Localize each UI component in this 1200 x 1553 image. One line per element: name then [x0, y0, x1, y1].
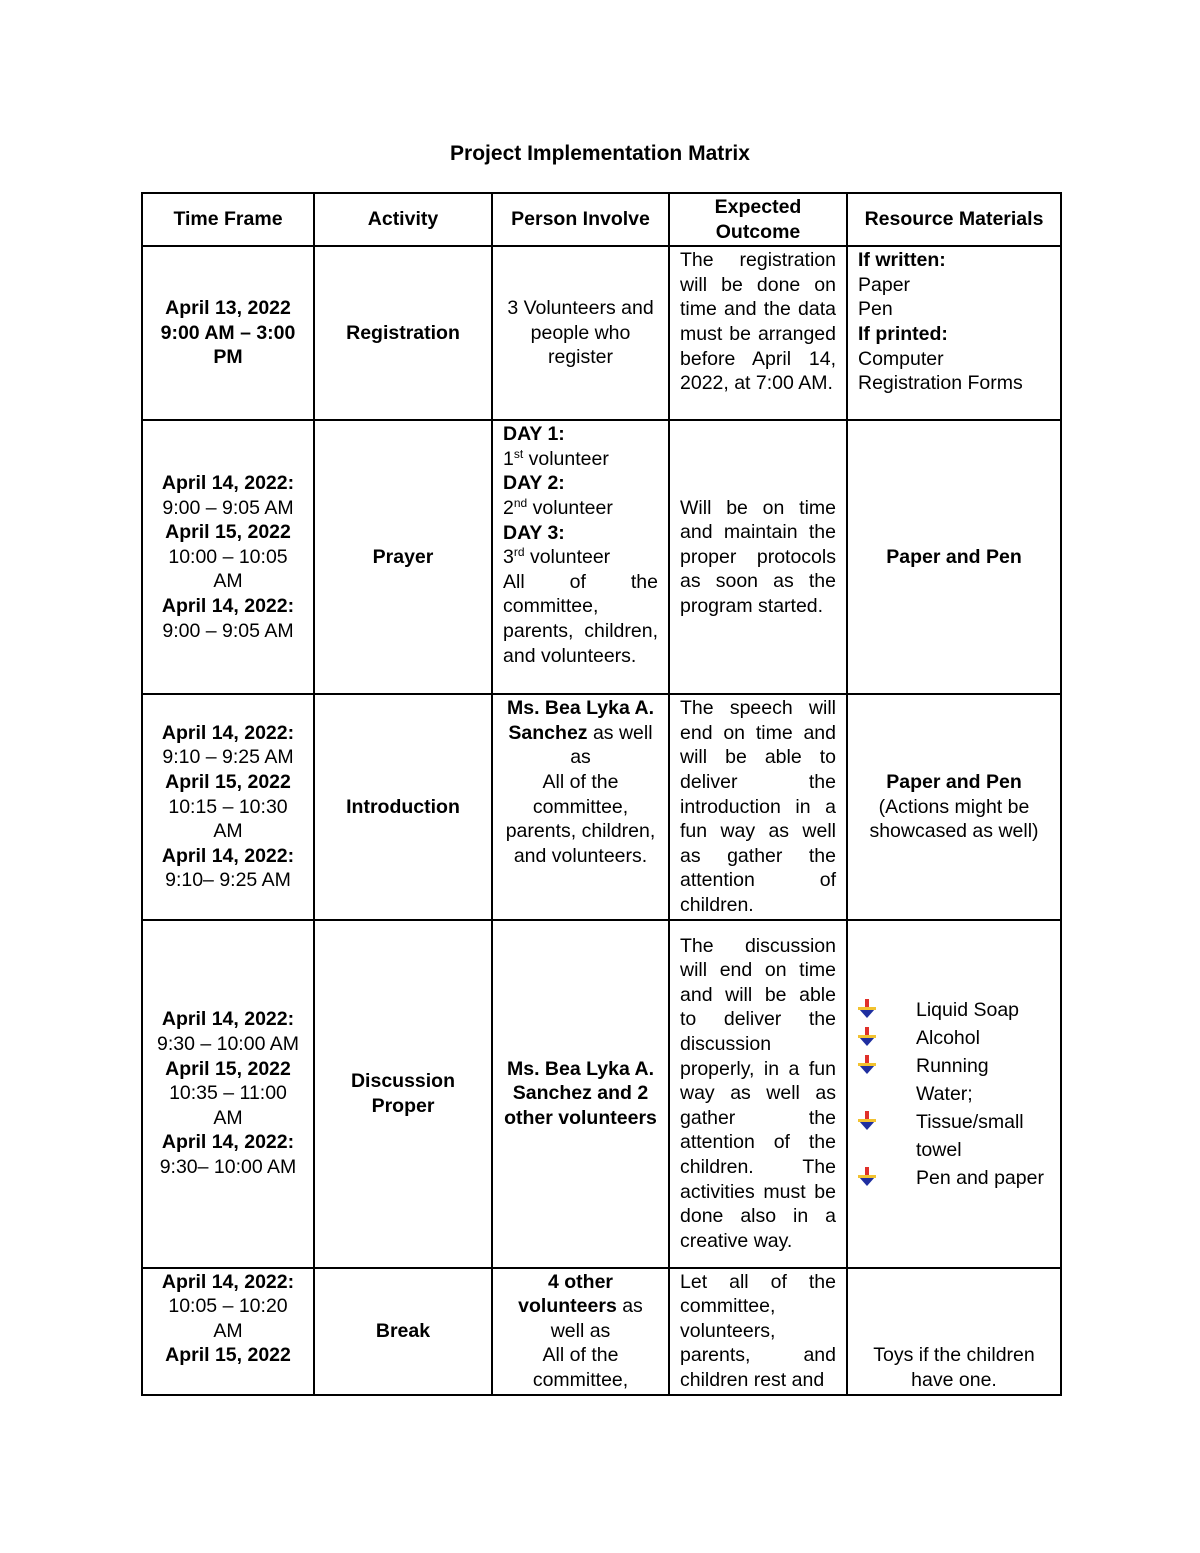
all-participants: All of the committee, — [532, 1344, 629, 1391]
time-line: 9:30 – 10:00 AM — [156, 1033, 300, 1056]
date-line: April 14, 2022: — [161, 1270, 295, 1293]
time-line: 9:10 – 9:25 AM — [162, 746, 294, 769]
cell-person-involve — [492, 1268, 669, 1395]
date-line: April 14, 2022: — [161, 844, 295, 867]
person-line — [503, 1270, 658, 1344]
time-line: 9:10– 9:25 AM — [165, 869, 291, 892]
table-row-introduction — [142, 694, 1061, 919]
cell-time-frame — [142, 694, 314, 919]
cell-time-frame — [142, 1268, 314, 1395]
table-row-registration — [142, 246, 1061, 420]
ordinal-number: 2 — [503, 496, 514, 519]
volunteers-bold: 4 other volunteers — [518, 1270, 617, 1318]
resource-main: Paper and Pen — [886, 770, 1022, 793]
volunteer-text: volunteer — [524, 546, 611, 569]
bullet-arrow-icon — [858, 1167, 876, 1187]
cell-person-involve: Ms. Bea Lyka A. Sanchez and 2 other volunteers — [492, 920, 669, 1268]
time-line: 9:00 – 9:05 AM — [162, 496, 294, 519]
resource-item: Paper — [858, 273, 911, 296]
cell-expected-outcome: The registration will be done on time and the data must be arranged before April 14, 2022, at 7:00 AM. — [669, 246, 847, 420]
all-participants: All of the committee, parents, children, and volunteers. — [503, 570, 658, 667]
resource-item: Running Water; — [916, 1054, 989, 1105]
cell-activity: Discussion Proper — [314, 920, 492, 1268]
cell-resource-materials: Toys if the children have one. — [847, 1268, 1061, 1395]
time-line: 10:05 – 10:20 AM — [168, 1295, 288, 1342]
day-label: DAY 3: — [503, 521, 565, 544]
facilitator-name: Ms. Bea Lyka A. Sanchez — [506, 697, 655, 744]
list-item — [894, 1052, 1050, 1108]
cell-activity: Registration — [314, 246, 492, 420]
header-person-involve: Person Involve — [492, 193, 669, 246]
time-line: 10:00 – 10:05 AM — [168, 545, 288, 593]
as-well-as-text: as well as — [570, 721, 653, 769]
date-line: April 14, 2022: — [161, 721, 295, 744]
time-line: 9:00 – 9:05 AM — [162, 619, 294, 642]
resource-item: Tissue/small towel — [916, 1110, 1024, 1161]
resource-item: Pen — [858, 298, 893, 321]
list-item — [894, 1108, 1050, 1164]
cell-resource-materials — [847, 246, 1061, 420]
implementation-matrix-table — [141, 192, 1062, 1396]
day-volunteer — [503, 545, 658, 570]
date-line: April 13, 2022 — [165, 297, 291, 320]
printed-label: If printed: — [858, 322, 948, 345]
header-expected-outcome: Expected Outcome — [669, 193, 847, 246]
ordinal-suffix: st — [513, 446, 524, 461]
cell-time-frame — [142, 246, 314, 420]
time-line: 10:35 – 11:00 AM — [169, 1082, 287, 1129]
cell-resource-materials: Paper and Pen — [847, 420, 1061, 694]
date-line: April 15, 2022 — [165, 770, 291, 793]
list-item — [894, 1024, 1050, 1052]
page-title: Project Implementation Matrix — [450, 142, 750, 165]
cell-time-frame — [142, 420, 314, 694]
volunteer-text: volunteer — [523, 447, 609, 470]
resource-item: Pen and paper — [916, 1166, 1044, 1189]
day-volunteer — [503, 447, 658, 472]
bullet-arrow-icon — [858, 1111, 876, 1131]
all-participants: All of the committee, parents, children, and volunteers. — [505, 770, 656, 867]
header-time-frame: Time Frame — [142, 193, 314, 246]
time-line: 10:15 – 10:30 AM — [168, 795, 288, 843]
cell-expected-outcome: The speech will end on time and will be able to deliver the introduction in a fun way as well as gather the attention of children. — [669, 694, 847, 919]
bullet-arrow-icon — [858, 999, 876, 1019]
bullet-arrow-icon — [858, 1027, 876, 1047]
ordinal-number: 1 — [503, 447, 514, 470]
date-line: April 14, 2022: — [161, 1131, 295, 1154]
list-item — [894, 1164, 1050, 1192]
time-line: 9:30– 10:00 AM — [159, 1156, 297, 1179]
date-line: April 14, 2022: — [161, 595, 295, 618]
cell-person-involve: 3 Volunteers and people who register — [492, 246, 669, 420]
time-line: 9:00 AM – 3:00 PM — [160, 321, 296, 369]
list-item — [894, 996, 1050, 1024]
cell-person-involve — [492, 694, 669, 919]
cell-activity: Break — [314, 1268, 492, 1395]
written-label: If written: — [858, 249, 946, 272]
day-label: DAY 1: — [503, 423, 565, 446]
ordinal-suffix: rd — [513, 545, 525, 560]
table-row-prayer — [142, 420, 1061, 694]
bullet-arrow-icon — [858, 1055, 876, 1075]
ordinal-number: 3 — [503, 546, 514, 569]
cell-resource-materials — [847, 694, 1061, 919]
volunteer-text: volunteer — [527, 496, 613, 519]
day-volunteer — [503, 496, 658, 521]
cell-activity: Introduction — [314, 694, 492, 919]
resource-item: Alcohol — [916, 1026, 980, 1049]
date-line: April 14, 2022: — [161, 472, 295, 495]
date-line: April 15, 2022 — [165, 521, 291, 544]
cell-expected-outcome: The discussion will end on time and will be able to deliver the discussion properly, in a fun way as well as gather the attention of the children. The activities must be done also in a creative way. — [669, 920, 847, 1268]
cell-resource-materials — [847, 920, 1061, 1268]
table-row-break — [142, 1268, 1061, 1395]
table-header-row — [142, 193, 1061, 246]
resource-item: Registration Forms — [858, 372, 1023, 395]
cell-expected-outcome: Let all of the committee, volunteers, parents, and children rest and — [669, 1268, 847, 1395]
table-row-discussion — [142, 920, 1061, 1268]
header-activity: Activity — [314, 193, 492, 246]
resource-list — [858, 996, 1050, 1192]
cell-expected-outcome: Will be on time and maintain the proper protocols as soon as the program started. — [669, 420, 847, 694]
date-line: April 15, 2022 — [165, 1057, 291, 1080]
resource-item: Liquid Soap — [916, 998, 1020, 1021]
cell-time-frame — [142, 920, 314, 1268]
cell-person-involve — [492, 420, 669, 694]
cell-activity: Prayer — [314, 420, 492, 694]
as-well-as-text: as well as — [550, 1295, 643, 1342]
resource-item: Computer — [858, 347, 944, 370]
ordinal-suffix: nd — [513, 495, 528, 510]
date-line: April 14, 2022: — [161, 1008, 295, 1031]
person-line — [503, 696, 658, 770]
header-resource-materials: Resource Materials — [847, 193, 1061, 246]
day-label: DAY 2: — [503, 472, 565, 495]
date-line: April 15, 2022 — [165, 1344, 291, 1367]
resource-note: (Actions might be showcased as well) — [869, 795, 1039, 843]
